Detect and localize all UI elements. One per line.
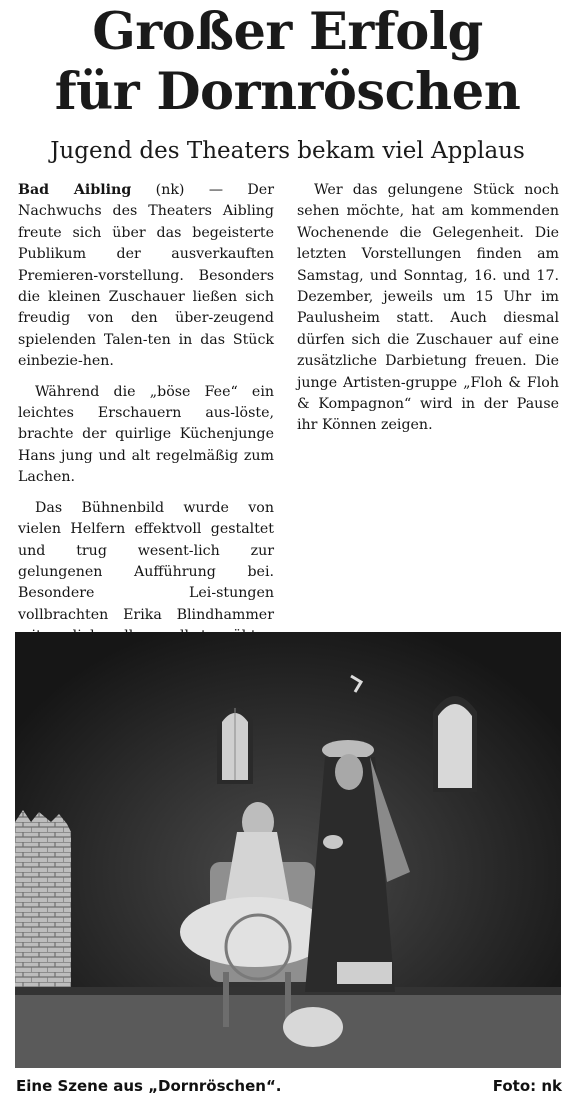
article-column-right [297, 180, 559, 446]
paragraph-2: Während die „böse Fee“ ein leichtes Erschauern aus-löste, brachte der quirlige Küchenjunge Hans jung und alt regelmäßig zum Lachen. [18, 383, 274, 486]
photo-credit: Foto: nk [492, 1077, 562, 1095]
subheadline: Jugend des Theaters bekam viel Applaus [50, 138, 525, 164]
paragraph-1-text: (nk) — Der Nachwuchs des Theaters Aibling freute sich über das begeisterte Publikum der ausverkauften Premieren-vorstellung. Besonders die kleinen Zuschauer ließen sich freudig von den über-zeugend spielenden Talen-ten in das Stück einbezie-hen. [18, 182, 274, 370]
photo-caption [16, 1074, 562, 1098]
window-right [433, 696, 477, 792]
headline-line-2: für Dornröschen [54, 62, 521, 122]
article-column-left [18, 180, 274, 699]
stage-scene-illustration [15, 632, 561, 1068]
dateline: Bad Aibling [18, 182, 132, 198]
sack [283, 1007, 343, 1047]
headline [0, 2, 575, 122]
paragraph-1 [18, 180, 274, 373]
paragraph-4: Wer das gelungene Stück noch sehen möchte, hat am kommenden Wochenende die Gelegenheit. Die letzten Vorstellungen finden am Samstag, und Sonntag, 16. und 17. Dezember, jeweils um 15 Uhr im Paulusheim statt. Auch diesmal dürfen sich die Zuschauer auf eine zusätzliche Darbietung freuen. Die junge Artisten-gruppe „Floh & Floh & Kompagnon“ wird in der Pause ihr Können zeigen. [297, 182, 559, 434]
brick-wall [15, 810, 71, 992]
window-left [217, 707, 253, 784]
caption-text: Eine Szene aus „Dornröschen“. [16, 1077, 282, 1095]
headline-line-1: Großer Erfolg [92, 2, 483, 62]
stage-photo [15, 632, 561, 1068]
paragraph-3: Das Bühnenbild wurde von vielen Helfern effektvoll gestaltet und trug wesent-lich zur gelungenen Aufführung bei. Besondere Lei-stungen vollbrachten Erika Blindhammer [18, 499, 274, 623]
